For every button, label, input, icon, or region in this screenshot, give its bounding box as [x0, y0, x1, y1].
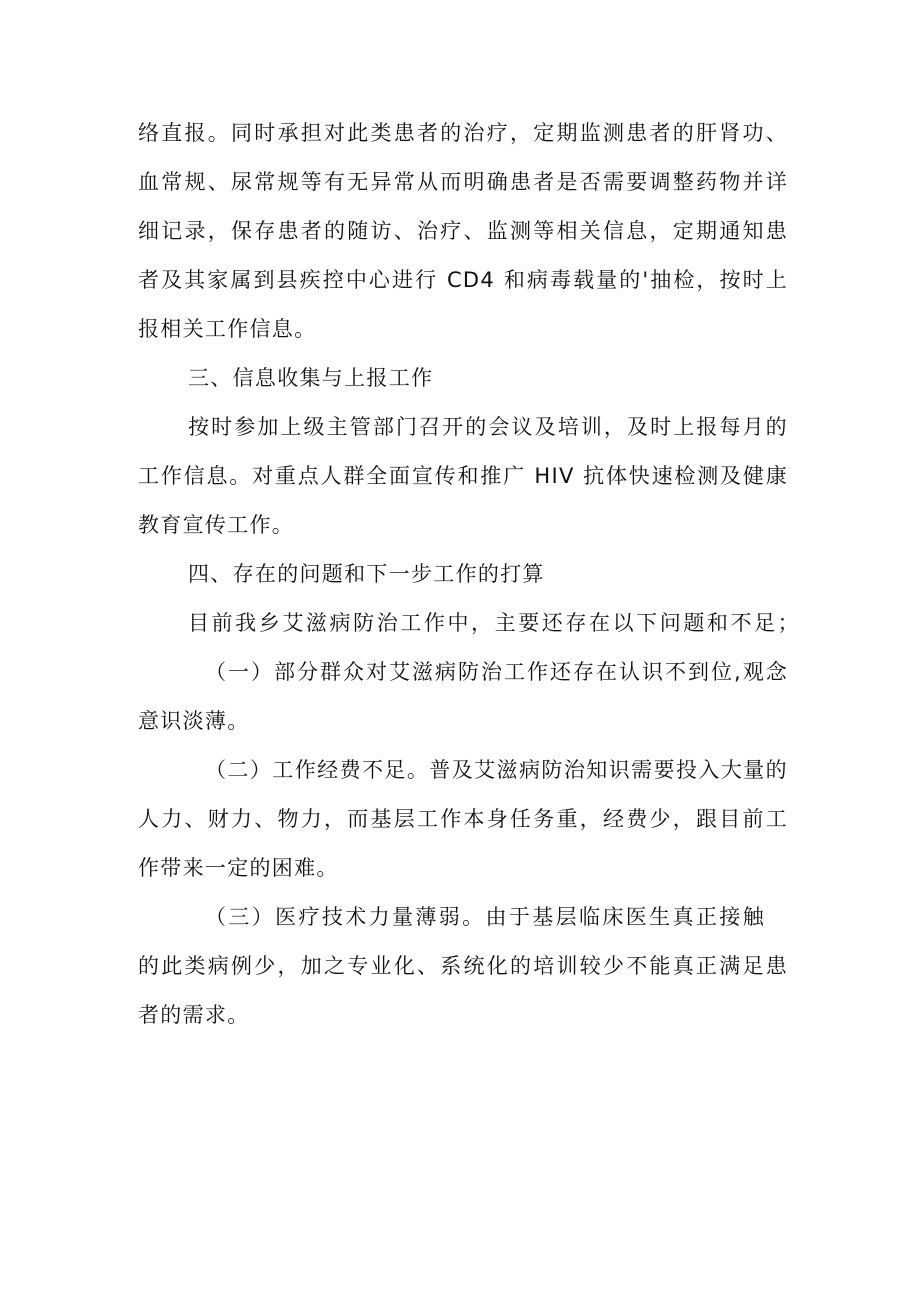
section-heading: 四、存在的问题和下一步工作的打算 [188, 562, 545, 586]
text-line: 报相关工作信息。 [138, 317, 317, 341]
text-line: 目前我乡艾滋病防治工作中，主要还存在以下问题和不足； [188, 611, 800, 635]
text-line: 教育宣传工作。 [138, 513, 295, 537]
text-line: 者及其家属到县疾控中心进行 CD4 和病毒载量的'抽检，按时上 [138, 268, 788, 292]
text-line: 细记录，保存患者的随访、治疗、监测等相关信息，定期通知患 [138, 219, 788, 243]
text-line: （三）医疗技术力量薄弱。由于基层临床医生真正接触 [205, 905, 765, 929]
text-line: 络直报。同时承担对此类患者的治疗，定期监测患者的肝肾功、 [138, 121, 788, 145]
section-heading: 三、信息收集与上报工作 [188, 366, 434, 390]
text-line: 工作信息。对重点人群全面宣传和推广 HIV 抗体快速检测及健康 [138, 464, 788, 488]
text-line: 人力、财力、物力，而基层工作本身任务重，经费少，跟目前工 [138, 807, 788, 831]
text-line: 按时参加上级主管部门召开的会议及培训，及时上报每月的 [188, 415, 788, 439]
text-line: 血常规、尿常规等有无异常从而明确患者是否需要调整药物并详 [138, 170, 788, 194]
text-line: （一）部分群众对艾滋病防治工作还存在认识不到位,观念 [205, 660, 788, 684]
text-line: （二）工作经费不足。普及艾滋病防治知识需要投入大量的 [205, 758, 788, 782]
text-line: 作带来一定的困难。 [138, 856, 339, 880]
text-line: 者的需求。 [138, 1003, 250, 1027]
text-line: 的此类病例少，加之专业化、系统化的培训较少不能真正满足患 [138, 954, 788, 978]
text-line: 意识淡薄。 [138, 709, 250, 733]
